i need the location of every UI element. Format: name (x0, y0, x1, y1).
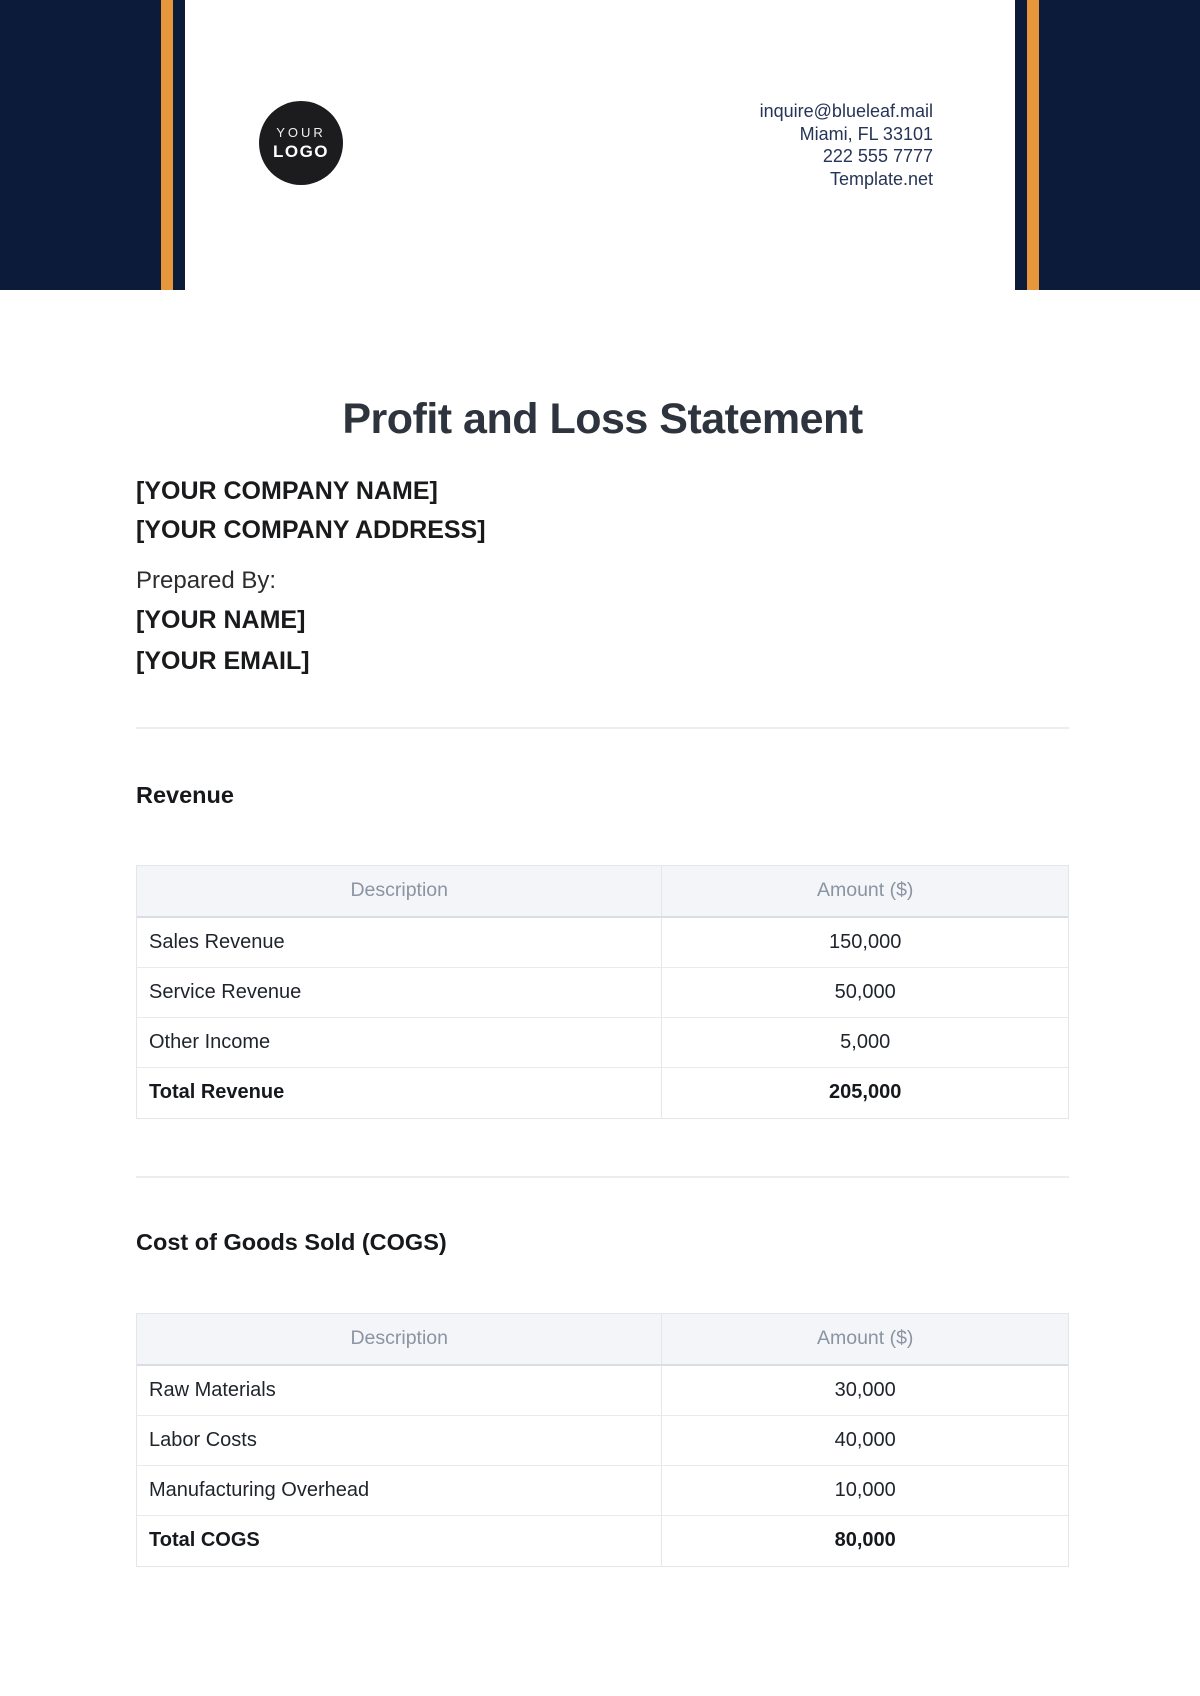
table-row (137, 1416, 1068, 1466)
row-description: Other Income (149, 1030, 271, 1053)
contact-block (760, 100, 933, 190)
table-row (137, 1366, 1068, 1416)
header-right-navy-block (1039, 0, 1200, 290)
header-left-orange-stripe (161, 0, 173, 290)
column-header-description: Description (350, 879, 448, 902)
table-row (137, 1018, 1068, 1068)
table-row (137, 1466, 1068, 1516)
header-right-navy-stripe (1015, 0, 1027, 290)
row-description: Manufacturing Overhead (149, 1478, 370, 1501)
company-address-placeholder: [YOUR COMPANY ADDRESS] (136, 515, 486, 544)
contact-phone: 222 555 7777 (822, 146, 933, 166)
company-logo (259, 101, 343, 185)
section-heading-cogs: Cost of Goods Sold (COGS) (136, 1228, 447, 1255)
section-divider (136, 1176, 1069, 1178)
contact-email: inquire@blueleaf.mail (759, 101, 933, 121)
revenue-table (136, 865, 1069, 1119)
prepared-by-label: Prepared By: (136, 566, 277, 594)
total-amount: 80,000 (661, 1516, 1068, 1566)
page-title: Profit and Loss Statement (342, 395, 863, 443)
table-row (137, 968, 1068, 1018)
header-left-navy-block (0, 0, 161, 290)
row-description: Sales Revenue (149, 930, 285, 953)
column-header-amount: Amount ($) (661, 1314, 1068, 1364)
table-total-row (137, 1068, 1068, 1118)
row-description: Service Revenue (149, 980, 302, 1003)
row-amount: 50,000 (661, 968, 1068, 1017)
document-body (136, 290, 1069, 1567)
logo-text-logo: LOGO (272, 141, 330, 161)
table-row (137, 918, 1068, 968)
row-amount: 40,000 (661, 1416, 1068, 1465)
row-amount: 10,000 (661, 1466, 1068, 1515)
total-label: Total Revenue (149, 1081, 285, 1104)
logo-text-your: YOUR (276, 124, 326, 140)
prepared-by-email-placeholder: [YOUR EMAIL] (136, 646, 310, 675)
row-amount: 30,000 (661, 1366, 1068, 1415)
cogs-table (136, 1313, 1069, 1567)
header-band (0, 0, 1200, 290)
header-left-navy-stripe (173, 0, 185, 290)
contact-website: Template.net (829, 168, 933, 189)
row-amount: 150,000 (661, 918, 1068, 967)
table-header-row (137, 866, 1068, 918)
company-name-placeholder: [YOUR COMPANY NAME] (136, 476, 438, 505)
row-amount: 5,000 (661, 1018, 1068, 1067)
column-header-amount: Amount ($) (661, 866, 1068, 916)
header-center (185, 0, 1015, 290)
section-divider (136, 727, 1069, 729)
total-amount: 205,000 (661, 1068, 1068, 1118)
table-total-row (137, 1516, 1068, 1566)
column-header-description: Description (350, 1327, 448, 1350)
header-right-orange-stripe (1027, 0, 1039, 290)
total-label: Total COGS (149, 1529, 260, 1552)
prepared-by-name-placeholder: [YOUR NAME] (136, 605, 306, 634)
section-heading-revenue: Revenue (136, 781, 234, 808)
contact-address: Miami, FL 33101 (799, 123, 933, 144)
row-description: Labor Costs (149, 1428, 257, 1451)
table-header-row (137, 1314, 1068, 1366)
row-description: Raw Materials (149, 1378, 276, 1401)
